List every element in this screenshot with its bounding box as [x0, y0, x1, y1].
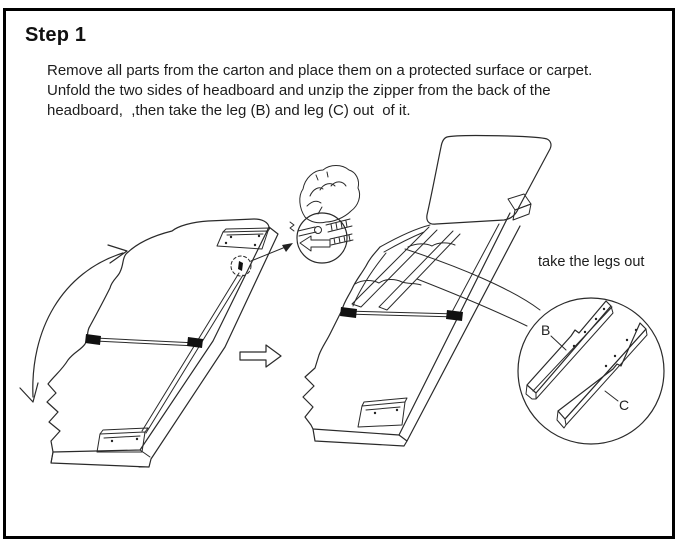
step-transition-arrow-icon [240, 345, 281, 367]
leg-b [526, 301, 613, 399]
top-bracket-plate [217, 228, 270, 249]
legs-caption: take the legs out [538, 254, 645, 270]
zipper-stop [340, 307, 357, 318]
leg-b-leader [551, 336, 566, 350]
legs-inside-compartment [352, 227, 460, 310]
leg-c [557, 323, 647, 428]
legs-callout-circle [518, 298, 664, 444]
pull-direction-arrow-icon [300, 236, 330, 251]
leg-c-leader [605, 391, 618, 401]
hinge-stop [85, 334, 101, 345]
leg-c-label: C [619, 397, 630, 413]
bottom-bracket-plate [358, 398, 407, 427]
instruction-line: Remove all parts from the carton and place them on a protected surface or carpet. [47, 62, 593, 79]
hinge-stop [187, 337, 203, 348]
step-title: Step 1 [25, 24, 87, 46]
zipper-opening-line [345, 311, 458, 317]
leg-b-label: B [541, 322, 551, 338]
instruction-line: Unfold the two sides of headboard and unzip the zipper from the back of the [47, 82, 551, 99]
folded-headboard-figure [47, 219, 278, 467]
fold-hinge-line [95, 338, 197, 346]
zipper-detail-magnifier [290, 166, 360, 264]
back-flap [427, 136, 551, 225]
instruction-line: headboard, ,then take the leg (B) and leg (C) out of it. [47, 102, 411, 119]
zipper-pull-highlight [231, 256, 251, 276]
unfold-arrow-icon [20, 245, 127, 402]
compartment-walls [353, 224, 499, 312]
zipper-seam [142, 273, 243, 433]
